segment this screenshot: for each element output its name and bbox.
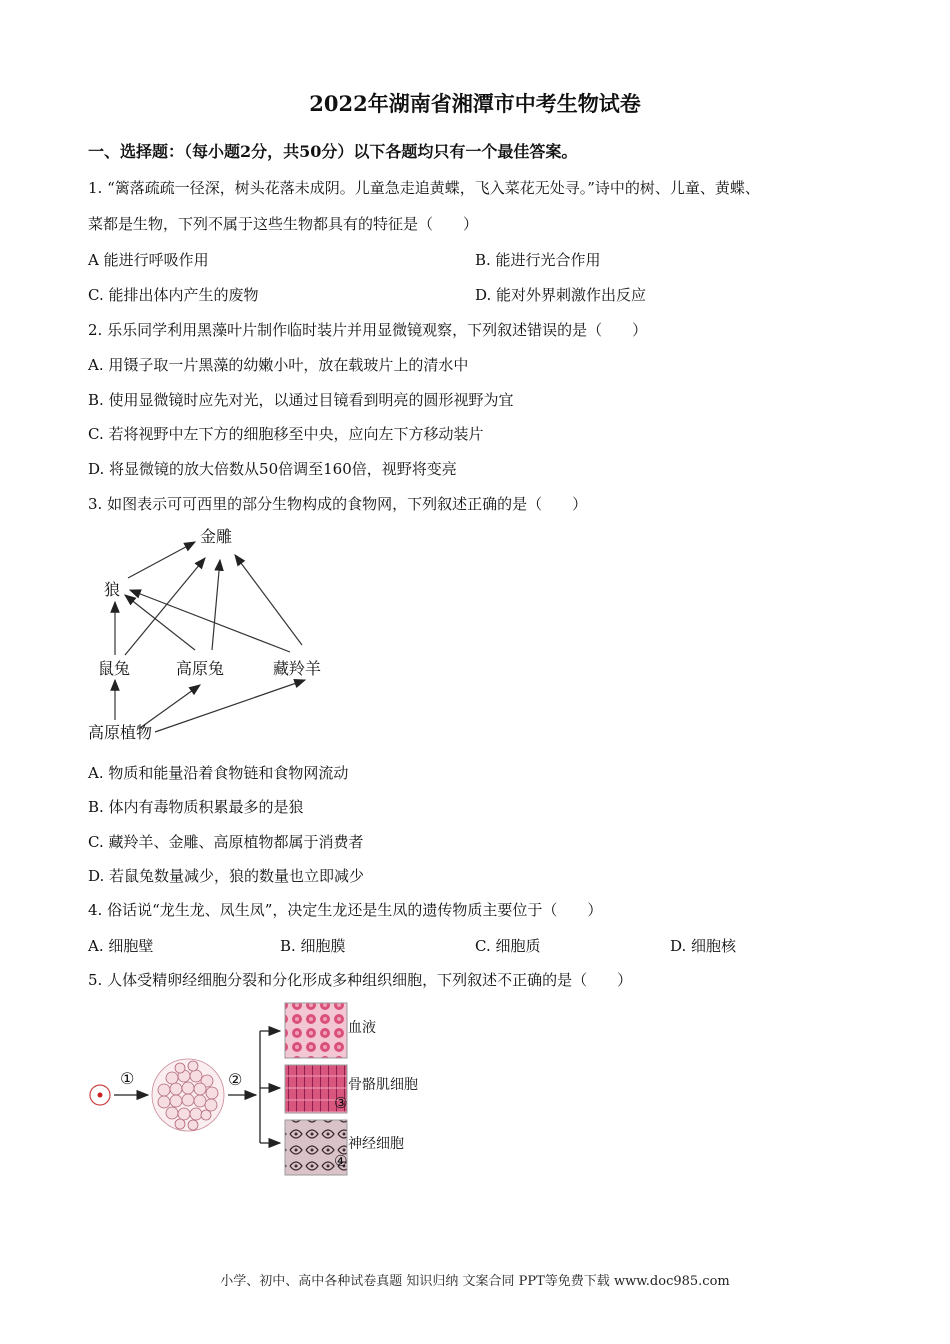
label-blood: 血液 — [348, 1020, 376, 1036]
q4-option-b: B. 细胞膜 — [280, 937, 346, 955]
q3-option-c: C. 藏羚羊、金雕、高原植物都属于消费者 — [88, 833, 364, 851]
cell-cluster — [152, 1059, 224, 1131]
blood-image — [285, 1003, 347, 1058]
node-plants: 高原植物 — [88, 723, 153, 742]
q1-option-c: C. 能排出体内产生的废物 — [88, 286, 259, 304]
label-nerve: 神经细胞 — [348, 1136, 404, 1152]
q4-option-a: A. 细胞壁 — [88, 937, 154, 955]
q2-option-b: B. 使用显微镜时应先对光，以通过目镜看到明亮的圆形视野为宜 — [88, 391, 514, 409]
page-footer: 小学、初中、高中各种试卷真题 知识归纳 文案合同 PPT等免费下载 www.doc985.com — [220, 1274, 730, 1289]
q1-stem-line1: 1. “篱落疏疏一径深，树头花落未成阴。儿童急走追黄蝶，飞入菜花无处寻。”诗中的树、儿童、黄蝶、 — [88, 179, 760, 197]
step-1-label: ① — [120, 1069, 135, 1088]
q1-stem-line2: 菜都是生物，下列不属于这些生物都具有的特征是（ ） — [88, 215, 479, 233]
q4-option-d: D. 细胞核 — [670, 937, 737, 955]
q4-option-c: C. 细胞质 — [475, 937, 541, 955]
q1-option-a: A 能进行呼吸作用 — [88, 251, 209, 269]
step-2-label: ② — [228, 1070, 243, 1089]
exam-title: 2022年湖南省湘潭市中考生物试卷 — [309, 91, 641, 116]
q2-option-c: C. 若将视野中左下方的细胞移至中央，应向左下方移动装片 — [88, 425, 484, 443]
q3-option-d: D. 若鼠兔数量减少，狼的数量也立即减少 — [88, 867, 365, 885]
q2-option-d: D. 将显微镜的放大倍数从50倍调至160倍，视野将变亮 — [88, 460, 457, 478]
q4-stem: 4. 俗话说“龙生龙、凤生凤”，决定生龙还是生凤的遗传物质主要位于（ ） — [88, 901, 603, 919]
q1-option-d: D. 能对外界刺激作出反应 — [475, 286, 647, 304]
q3-option-a: A. 物质和能量沿着食物链和食物网流动 — [88, 764, 349, 782]
q1-option-b: B. 能进行光合作用 — [475, 251, 601, 269]
q2-option-a: A. 用镊子取一片黑藻的幼嫩小叶，放在载玻片上的清水中 — [88, 356, 469, 374]
label-muscle-number: ③ — [334, 1094, 348, 1112]
food-web-diagram — [80, 520, 350, 750]
node-antelope: 藏羚羊 — [273, 659, 322, 678]
node-wolf: 狼 — [104, 580, 121, 599]
node-hare: 高原兔 — [176, 659, 225, 678]
node-eagle: 金雕 — [200, 527, 233, 546]
label-nerve-number: ④ — [334, 1152, 348, 1170]
q2-stem: 2. 乐乐同学利用黑藻叶片制作临时装片并用显微镜观察，下列叙述错误的是（ ） — [88, 321, 648, 339]
q3-option-b: B. 体内有毒物质积累最多的是狼 — [88, 798, 304, 816]
q5-stem: 5. 人体受精卵经细胞分裂和分化形成多种组织细胞，下列叙述不正确的是（ ） — [88, 971, 633, 989]
q3-stem: 3. 如图表示可可西里的部分生物构成的食物网，下列叙述正确的是（ ） — [88, 495, 588, 513]
label-muscle: 骨骼肌细胞 — [348, 1077, 418, 1093]
cell-differentiation-diagram — [80, 998, 440, 1183]
node-pika: 鼠兔 — [98, 659, 131, 678]
zygote-cell — [90, 1085, 110, 1105]
section-heading: 一、选择题：（每小题2分，共50分）以下各题均只有一个最佳答案。 — [88, 142, 578, 161]
